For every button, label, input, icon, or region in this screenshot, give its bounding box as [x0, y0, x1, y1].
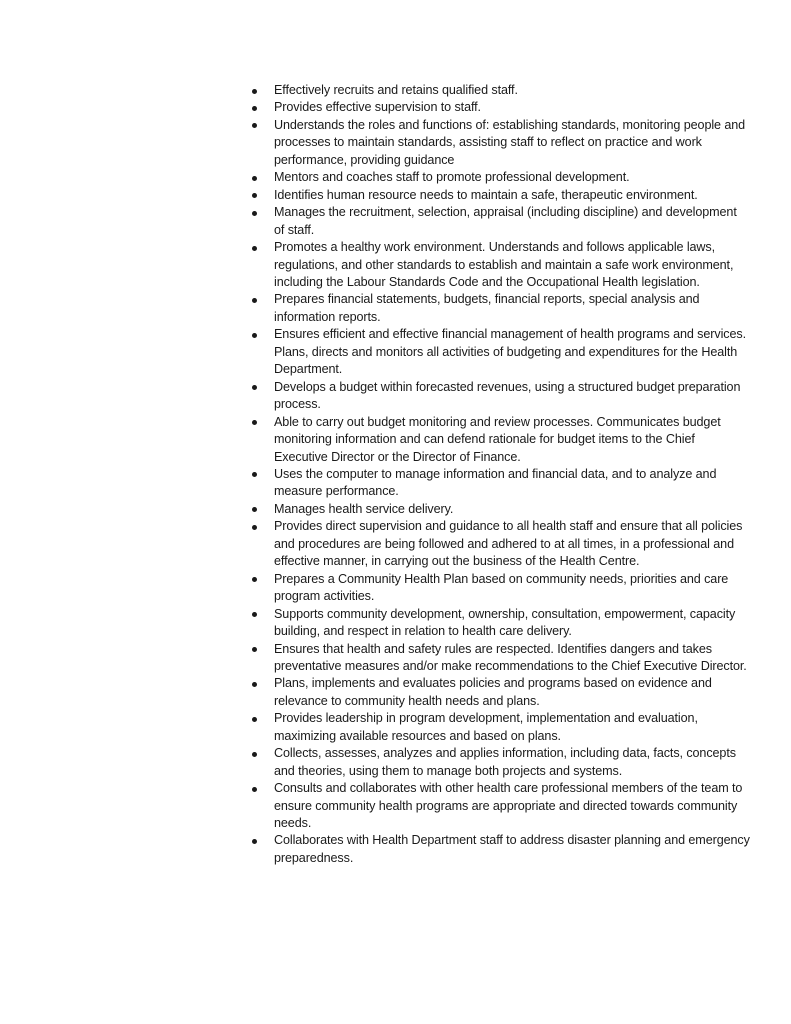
bullet-icon [252, 176, 257, 181]
bullet-icon [252, 647, 257, 652]
bullet-icon [252, 106, 257, 111]
bullet-icon [252, 612, 257, 617]
bullet-icon [252, 472, 257, 477]
bullet-icon [252, 211, 257, 216]
bullet-icon [252, 89, 257, 94]
bullet-icon [252, 420, 257, 425]
bullet-icon [252, 752, 257, 757]
list-item-text: Collects, assesses, analyzes and applies information, including data, facts, concepts and theories, using them to manage both projects and systems. [274, 746, 736, 778]
list-item [250, 780, 750, 832]
list-item-text: Ensures that health and safety rules are respected. Identifies dangers and takes preventative measures and/or make recommendations to the Chief Executive Director. [274, 641, 747, 673]
responsibilities-list [250, 82, 750, 867]
list-item [250, 501, 750, 518]
list-item [250, 466, 750, 501]
bullet-icon [252, 333, 257, 338]
list-item-text: Able to carry out budget monitoring and review processes. Communicates budget monitoring information and can defend rationale for budget items to the Chief Executive Director or the Director of Finance. [274, 414, 721, 464]
list-item [250, 641, 750, 676]
list-item-text: Prepares a Community Health Plan based on community needs, priorities and care program activities. [274, 571, 729, 604]
bullet-icon [252, 385, 257, 390]
list-item-text: Effectively recruits and retains qualified staff. [274, 83, 518, 97]
list-item-text: Plans, implements and evaluates policies and programs based on evidence and relevance to community health needs and plans. [274, 676, 712, 708]
list-item-text: Supports community development, ownership, consultation, empowerment, capacity building, and respect in relation to health care delivery. [274, 606, 736, 639]
list-item [250, 117, 750, 169]
bullet-icon [252, 577, 257, 582]
bullet-icon [252, 507, 257, 512]
bullet-icon [252, 123, 257, 128]
list-item [250, 326, 750, 378]
list-item-text: Collaborates with Health Department staff to address disaster planning and emergency preparedness. [274, 833, 750, 865]
bullet-icon [252, 193, 257, 198]
list-item-text: Ensures efficient and effective financial management of health programs and services. Plans, directs and monitors all activities of budgeting and expenditures for the Health Department. [274, 327, 746, 377]
list-item [250, 239, 750, 291]
list-item [250, 606, 750, 641]
list-item [250, 675, 750, 710]
list-item-text: Prepares financial statements, budgets, financial reports, special analysis and information reports. [274, 292, 700, 324]
list-item [250, 710, 750, 745]
list-item-text: Understands the roles and functions of: establishing standards, monitoring people and processes to maintain standards, assisting staff to reflect on practice and work performance, providing guidance [274, 117, 746, 167]
list-item-text: Manages the recruitment, selection, appraisal (including discipline) and development of staff. [274, 205, 737, 237]
list-item-text: Provides effective supervision to staff. [274, 100, 481, 115]
bullet-icon [252, 682, 257, 687]
list-item [250, 82, 750, 99]
list-item [250, 204, 750, 239]
list-item [250, 291, 750, 326]
list-item [250, 379, 750, 414]
list-item [250, 414, 750, 466]
list-item-text: Manages health service delivery. [274, 501, 454, 516]
list-item [250, 518, 750, 570]
list-item [250, 187, 750, 204]
list-item-text: Identifies human resource needs to maintain a safe, therapeutic environment. [274, 187, 698, 202]
bullet-icon [252, 298, 257, 303]
bullet-icon [252, 246, 257, 251]
list-item-text: Consults and collaborates with other health care professional members of the team to ensure community health programs are appropriate and directed towards community needs. [274, 781, 743, 831]
list-item [250, 745, 750, 780]
list-item [250, 832, 750, 867]
list-item [250, 169, 750, 186]
bullet-icon [252, 787, 257, 792]
list-item-text: Promotes a healthy work environment. Understands and follows applicable laws, regulations, and other standards to establish and maintain a safe work environment, including the Labour Standards Code and the Occupational Health legislation. [274, 240, 734, 289]
list-item-text: Develops a budget within forecasted revenues, using a structured budget preparation process. [274, 379, 741, 412]
list-item-text: Uses the computer to manage information and financial data, and to analyze and measure performance. [274, 466, 717, 499]
bullet-icon [252, 717, 257, 722]
list-item [250, 99, 750, 116]
list-item-text: Provides direct supervision and guidance to all health staff and ensure that all policies and procedures are being followed and adhered to at all times, in a professional and effective manner, in carrying out the business of the Health Centre. [274, 519, 743, 569]
list-item-text: Mentors and coaches staff to promote professional development. [274, 170, 630, 185]
list-item [250, 571, 750, 606]
bullet-icon [252, 525, 257, 530]
bullet-icon [252, 839, 257, 844]
list-item-text: Provides leadership in program development, implementation and evaluation, maximizing available resources and based on plans. [274, 711, 698, 743]
